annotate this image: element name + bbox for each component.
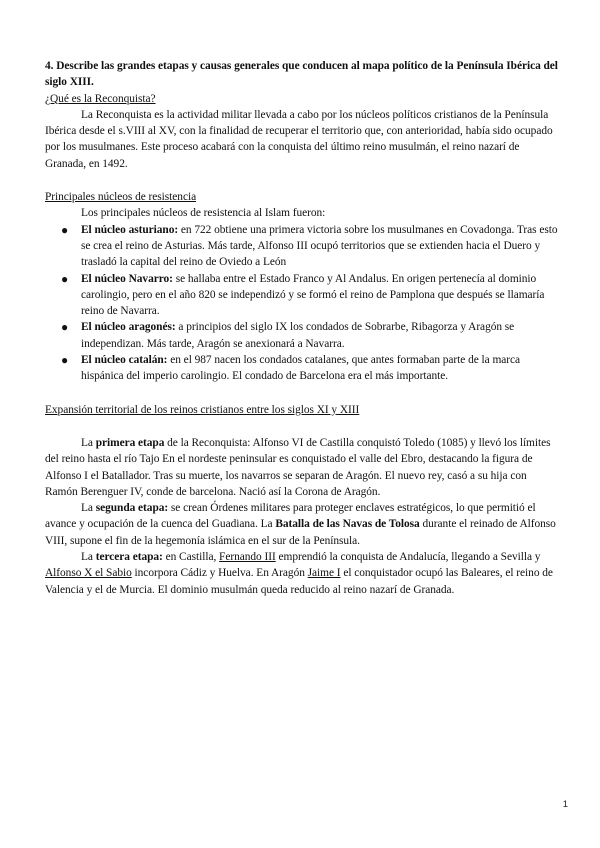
item-text: se hallaba entre el Estado Franco y Al Andalus. En origen pertenecía al dominio carolingio, pero en el año 820 se independizó y se formó el reino de Pamplona que después se llamaría reino de Navarra. — [81, 272, 545, 318]
bullet-icon: ● — [61, 320, 69, 335]
question-title: 4. Describe las grandes etapas y causas generales que conducen al mapa político de la Península Ibérica del siglo XIII. — [45, 60, 558, 89]
etapa-segunda-label: segunda etapa: — [95, 502, 169, 515]
etapa-segunda-paragraph — [45, 500, 560, 549]
bullet-icon: ● — [61, 353, 69, 368]
spacer — [45, 385, 560, 402]
text-run: en Castilla, — [162, 551, 220, 564]
etapa-tercera-label: tercera etapa: — [95, 551, 163, 564]
list-item — [61, 222, 560, 271]
etapa-tercera-paragraph — [45, 549, 560, 598]
nucleos-intro: Los principales núcleos de resistencia al Islam fueron: — [81, 207, 326, 220]
item-bold-label: El núcleo catalán: — [81, 354, 168, 367]
item-text: en 722 obtiene una primera victoria sobre los musulmanes en Covadonga. Tras esto se crea el reino de Asturias. Más tarde, Alfonso III ocupó territorios que se extienden hacia el Duero y trasladó la capital del reino de Oviedo a León — [81, 223, 558, 269]
fernando-iii-underlined: Fernando III — [219, 551, 276, 564]
item-bold-label: El núcleo Navarro: — [81, 272, 173, 285]
bullet-icon: ● — [61, 222, 69, 237]
navas-de-tolosa-label: Batalla de las Navas de Tolosa — [275, 518, 420, 531]
jaime-i-underlined: Jaime I — [307, 567, 341, 580]
document-page — [45, 58, 560, 598]
text-run: La — [81, 502, 96, 515]
text-run: incorpora Cádiz y Huelva. En Aragón — [131, 567, 308, 580]
text-run: de la Reconquista: Alfonso VI de Castilla conquistó Toledo (1085) y llevó los límites del reino hasta el río Tajo En el nordeste peninsular es conquistado el valle del Ebro, destacando la figura de Alfonso I el Batallador. Tras su muerte, los navarros se separan de Aragón. El nuevo rey, casó a su hija con Ramón Berenguer IV, conde de barcelona. Nació así la Corona de Aragón. — [45, 436, 551, 498]
reconquista-paragraph: La Reconquista es la actividad militar llevada a cabo por los núcleos políticos cristianos de la Península Ibérica desde el s.VIII al XV, con la finalidad de recuperar el territorio que, con anterioridad, había sido ocupado por los musulmanes. Este proceso acabará con la conquista del último reino musulmán, el reino nazarí de Granada, en 1492. — [45, 108, 553, 170]
nucleos-list — [45, 222, 560, 385]
item-bold-label: El núcleo asturiano: — [81, 223, 179, 236]
spacer — [45, 418, 560, 435]
text-run: el conquistador ocupó las Baleares, el reino de Valencia y el de Murcia. El dominio musulmán queda reducido al reino nazarí de Granada. — [45, 567, 553, 596]
text-run: se crean Órdenes militares para proteger enclaves estratégicos, lo que permitió el avance y ocupación de la cuenca del Guadiana. La — [45, 502, 536, 531]
alfonso-x-underlined: Alfonso X el Sabio — [45, 567, 132, 580]
section-heading-nucleos: Principales núcleos de resistencia — [45, 191, 197, 204]
text-run: emprendió la conquista de Andalucía, llegando a Sevilla y — [275, 551, 541, 564]
item-text: a principios del siglo IX los condados de Sobrarbe, Ribagorza y Aragón se independizan. Más tarde, Aragón se anexionará a Navarra. — [81, 321, 515, 350]
list-item — [61, 271, 560, 320]
page-number: 1 — [562, 799, 568, 810]
section-heading-expansion: Expansión territorial de los reinos cristianos entre los siglos XI y XIII — [45, 403, 360, 416]
section-heading-reconquista: ¿Qué es la Reconquista? — [45, 92, 156, 105]
text-run: durante el reinado de Alfonso VIII, supone el fin de la hegemonía islámica en el sur de la Península. — [45, 518, 556, 547]
list-item — [61, 319, 560, 352]
spacer — [45, 172, 560, 189]
bullet-icon: ● — [61, 271, 69, 286]
list-item — [61, 352, 560, 385]
etapa-primera-paragraph — [45, 435, 560, 500]
text-run: La — [81, 551, 96, 564]
text-run: La — [81, 436, 96, 449]
item-text: en el 987 nacen los condados catalanes, que antes formaban parte de la marca hispánica del imperio carolingio. El condado de Barcelona era el más importante. — [81, 354, 521, 383]
etapa-primera-label: primera etapa — [95, 436, 165, 449]
item-bold-label: El núcleo aragonés: — [81, 321, 176, 334]
